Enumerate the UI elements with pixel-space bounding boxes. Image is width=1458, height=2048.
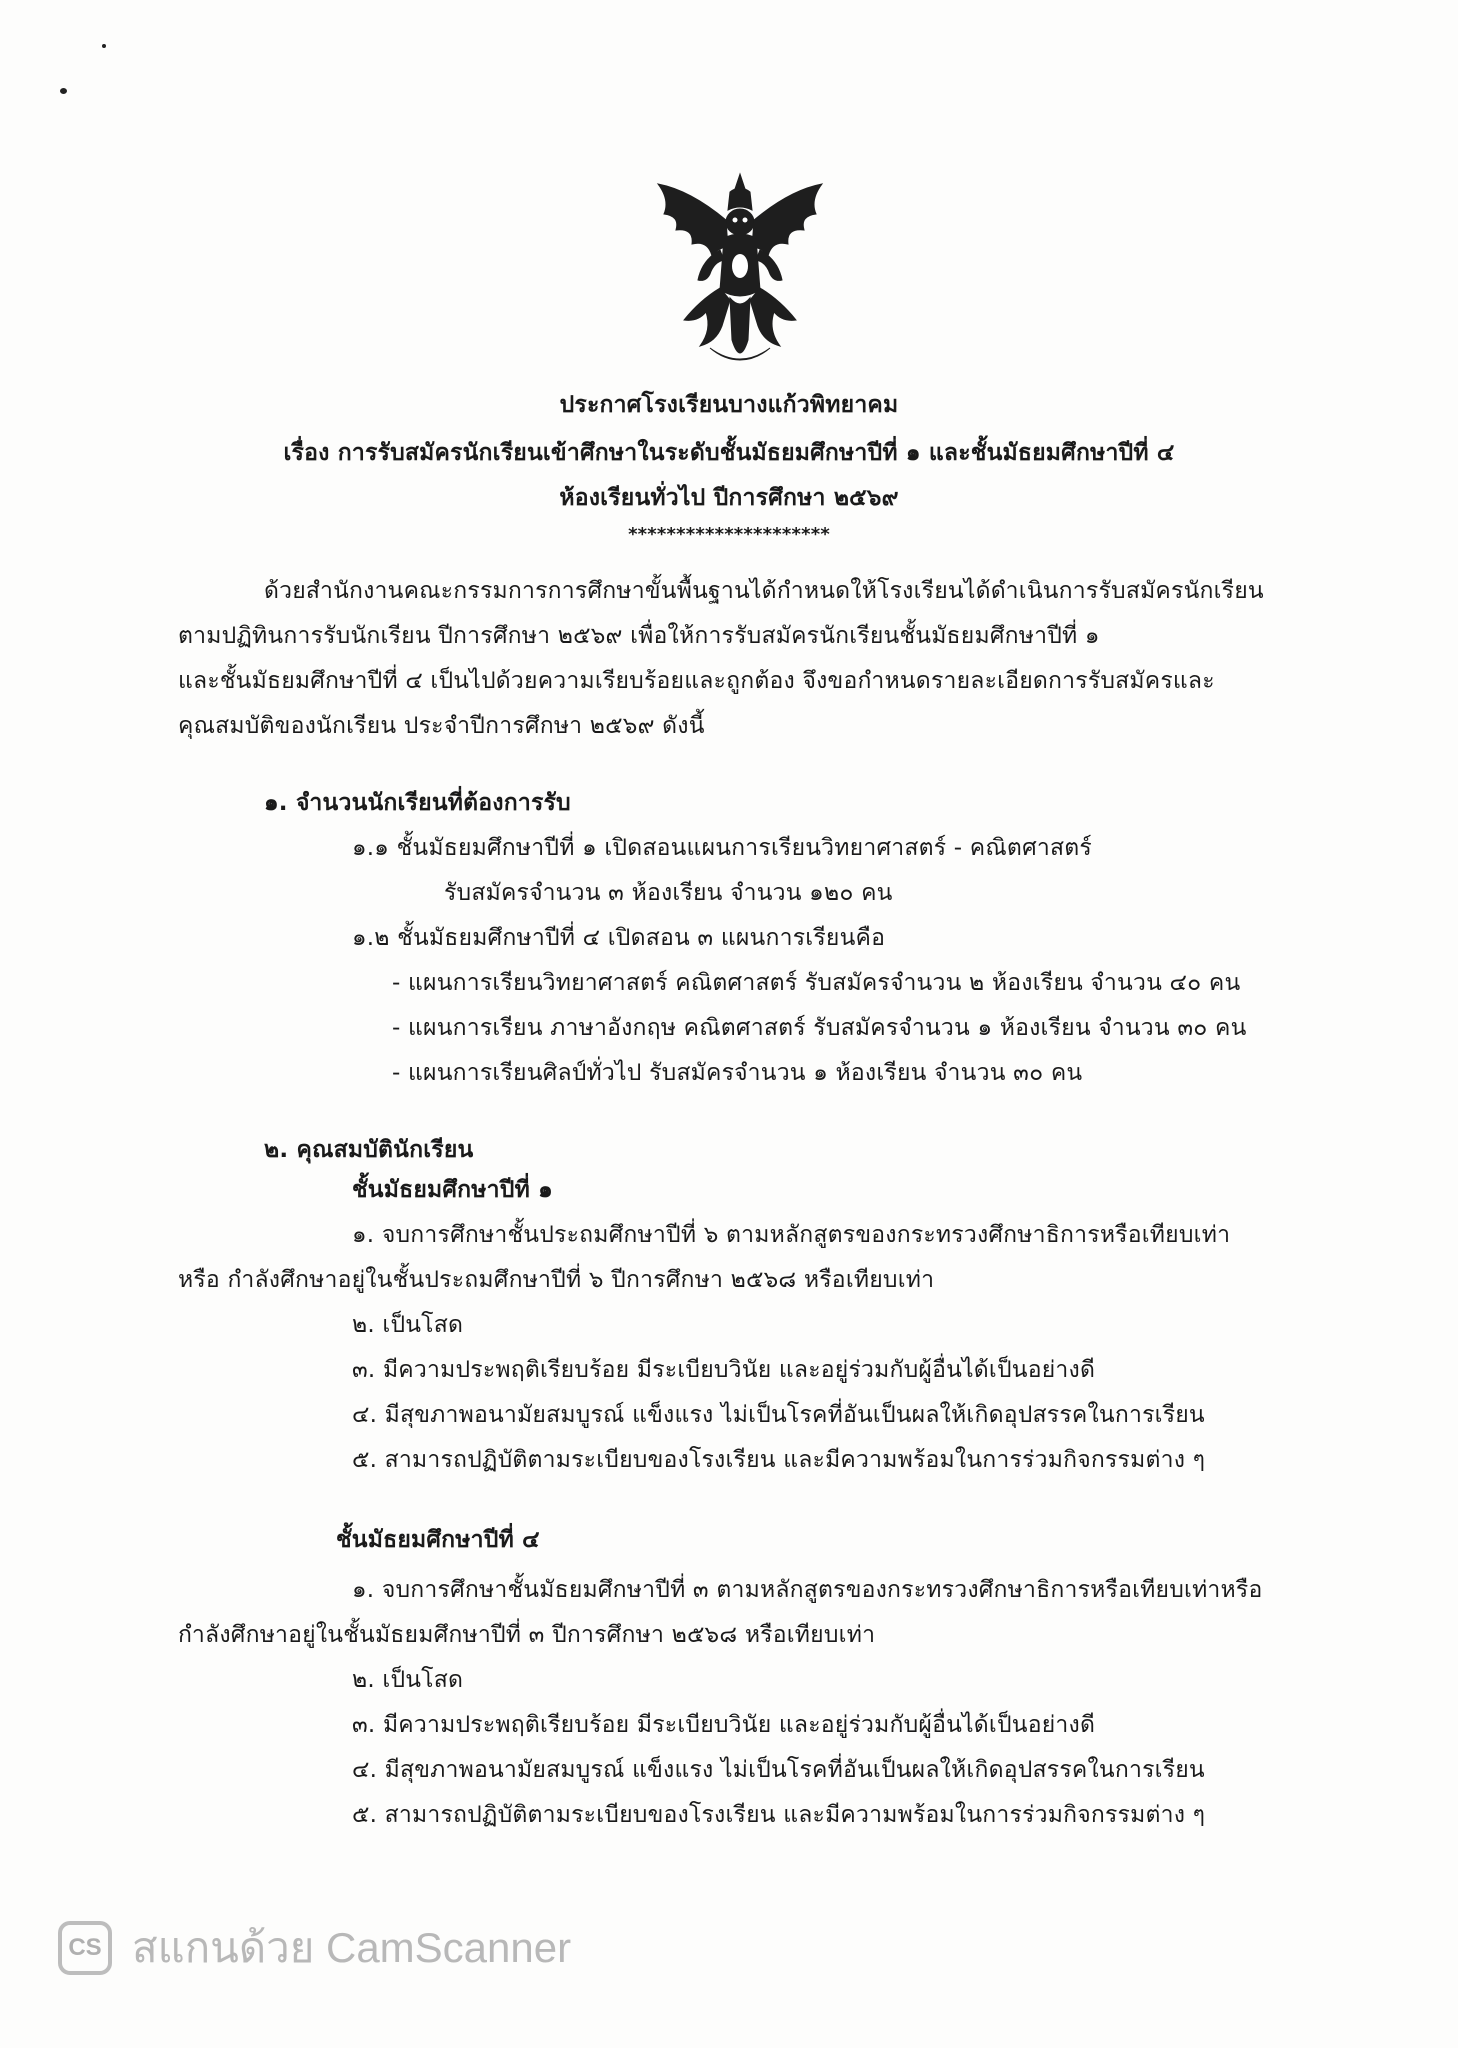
m1-qualification: ๕. สามารถปฏิบัติตามระเบียบของโรงเรียน และมีความพร้อมในการร่วมกิจกรรมต่าง ๆ bbox=[352, 1447, 1206, 1473]
m4-qualification: ๒. เป็นโสด bbox=[352, 1667, 464, 1693]
garuda-emblem-icon bbox=[650, 170, 830, 370]
watermark-text: สแกนด้วย CamScanner bbox=[132, 1924, 572, 1971]
section1-item: รับสมัครจำนวน ๓ ห้องเรียน จำนวน ๑๒๐ คน bbox=[444, 880, 893, 906]
m1-qualification: ๔. มีสุขภาพอนามัยสมบูรณ์ แข็งแรง ไม่เป็นโรคที่อันเป็นผลให้เกิดอุปสรรคในการเรียน bbox=[352, 1402, 1205, 1428]
plan-item: - แผนการเรียน ภาษาอังกฤษ คณิตศาสตร์ รับสมัครจำนวน ๑ ห้องเรียน จำนวน ๓๐ คน bbox=[392, 1015, 1247, 1041]
section1-heading: ๑. จำนวนนักเรียนที่ต้องการรับ bbox=[264, 790, 571, 816]
scan-speck bbox=[102, 44, 106, 48]
m1-qualification: หรือ กำลังศึกษาอยู่ในชั้นประถมศึกษาปีที่ ๖ ปีการศึกษา ๒๕๖๘ หรือเทียบเท่า bbox=[178, 1267, 935, 1293]
section1-item: ๑.๒ ชั้นมัธยมศึกษาปีที่ ๔ เปิดสอน ๓ แผนการเรียนคือ bbox=[352, 925, 886, 951]
m4-heading: ชั้นมัธยมศึกษาปีที่ ๔ bbox=[336, 1527, 540, 1553]
document-title: ประกาศโรงเรียนบางแก้วพิทยาคม bbox=[559, 392, 899, 418]
section2-heading: ๒. คุณสมบัตินักเรียน bbox=[264, 1137, 474, 1163]
m4-qualification: ๔. มีสุขภาพอนามัยสมบูรณ์ แข็งแรง ไม่เป็นโรคที่อันเป็นผลให้เกิดอุปสรรคในการเรียน bbox=[352, 1757, 1205, 1783]
m1-heading: ชั้นมัธยมศึกษาปีที่ ๑ bbox=[352, 1177, 553, 1203]
m1-qualification: ๑. จบการศึกษาชั้นประถมศึกษาปีที่ ๖ ตามหลักสูตรของกระทรวงศึกษาธิการหรือเทียบเท่า bbox=[352, 1222, 1231, 1248]
intro-line: ตามปฏิทินการรับนักเรียน ปีการศึกษา ๒๕๖๙ เพื่อให้การรับสมัครนักเรียนชั้นมัธยมศึกษาปีที่ ๑ bbox=[178, 623, 1100, 649]
header-divider: ********************* bbox=[628, 524, 830, 545]
camscanner-watermark bbox=[58, 1920, 571, 1976]
camscanner-logo-icon: CS bbox=[58, 1921, 112, 1975]
document-subject: เรื่อง การรับสมัครนักเรียนเข้าศึกษาในระดับชั้นมัธยมศึกษาปีที่ ๑ และชั้นมัธยมศึกษาปีที่ ๔ bbox=[283, 440, 1175, 466]
m4-qualification: ๕. สามารถปฏิบัติตามระเบียบของโรงเรียน และมีความพร้อมในการร่วมกิจกรรมต่าง ๆ bbox=[352, 1802, 1206, 1828]
intro-line: และชั้นมัธยมศึกษาปีที่ ๔ เป็นไปด้วยความเรียบร้อยและถูกต้อง จึงขอกำหนดรายละเอียดการรับสมัครและ bbox=[178, 668, 1215, 694]
intro-line: ด้วยสำนักงานคณะกรรมการการศึกษาขั้นพื้นฐานได้กำหนดให้โรงเรียนได้ดำเนินการรับสมัครนักเรียน bbox=[264, 578, 1264, 604]
document-subject-line2: ห้องเรียนทั่วไป ปีการศึกษา ๒๕๖๙ bbox=[559, 485, 899, 511]
section1-item: ๑.๑ ชั้นมัธยมศึกษาปีที่ ๑ เปิดสอนแผนการเรียนวิทยาศาสตร์ - คณิตศาสตร์ bbox=[352, 835, 1092, 861]
m4-qualification: ๓. มีความประพฤติเรียบร้อย มีระเบียบวินัย และอยู่ร่วมกับผู้อื่นได้เป็นอย่างดี bbox=[352, 1712, 1096, 1738]
plan-item: - แผนการเรียนวิทยาศาสตร์ คณิตศาสตร์ รับสมัครจำนวน ๒ ห้องเรียน จำนวน ๔๐ คน bbox=[392, 970, 1241, 996]
m4-qualification: ๑. จบการศึกษาชั้นมัธยมศึกษาปีที่ ๓ ตามหลักสูตรของกระทรวงศึกษาธิการหรือเทียบเท่าหรือ bbox=[352, 1577, 1263, 1603]
scan-speck bbox=[60, 88, 67, 94]
m1-qualification: ๓. มีความประพฤติเรียบร้อย มีระเบียบวินัย และอยู่ร่วมกับผู้อื่นได้เป็นอย่างดี bbox=[352, 1357, 1096, 1383]
plan-item: - แผนการเรียนศิลป์ทั่วไป รับสมัครจำนวน ๑ ห้องเรียน จำนวน ๓๐ คน bbox=[392, 1060, 1083, 1086]
m4-qualification: กำลังศึกษาอยู่ในชั้นมัธยมศึกษาปีที่ ๓ ปีการศึกษา ๒๕๖๘ หรือเทียบเท่า bbox=[178, 1622, 876, 1648]
m1-qualification: ๒. เป็นโสด bbox=[352, 1312, 464, 1338]
intro-line: คุณสมบัติของนักเรียน ประจำปีการศึกษา ๒๕๖๙ ดังนี้ bbox=[178, 713, 705, 739]
